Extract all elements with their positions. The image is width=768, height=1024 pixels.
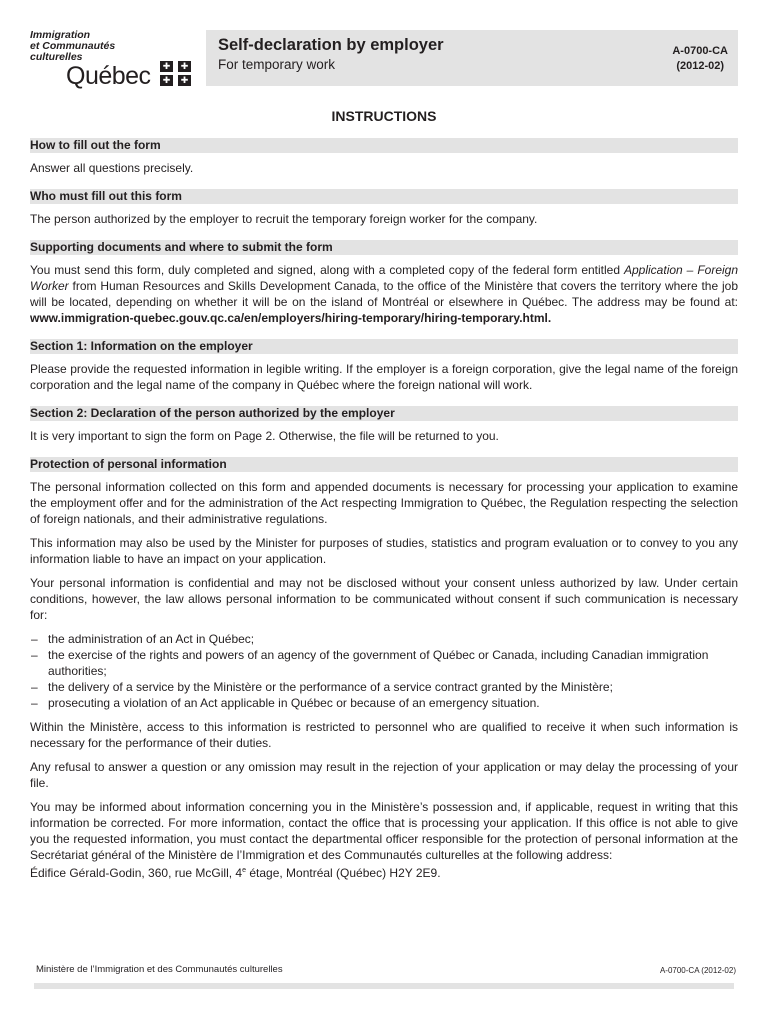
quebec-logo [30, 30, 200, 90]
section-supporting [30, 240, 738, 326]
list-item: – the delivery of a service by the Ministère or the performance of a service contract granted by the Ministère; [30, 679, 738, 695]
section-heading: Who must fill out this form [30, 189, 738, 204]
section-text: It is very important to sign the form on Page 2. Otherwise, the file will be returned to you. [30, 429, 499, 443]
paragraph: You may be informed about information concerning you in the Ministère’s possession and, if applicable, request in writing that this information be corrected. For more information, contact the office that is processing your application. If this office is not able to give you the requested information, you must contact the departmental officer responsible for the protection of personal information at the Secrétariat général of the Ministère de l’Immigration et des Communautés culturelles at the following address: [30, 800, 738, 862]
footer-ministry: Ministère de l’Immigration et des Communautés culturelles [36, 964, 283, 975]
form-subtitle: For temporary work [218, 57, 336, 72]
address: Édifice Gérald-Godin, 360, rue McGill, 4e étage, Montréal (Québec) H2Y 2E9. [30, 866, 441, 880]
section-heading: Supporting documents and where to submit the form [30, 240, 738, 255]
paragraph: Within the Ministère, access to this information is restricted to personnel who are qualified to receive it when such information is necessary for the performance of their duties. [30, 720, 738, 750]
footer-code: A-0700-CA (2012-02) [659, 966, 736, 975]
paragraph: This information may also be used by the Minister for purposes of studies, statistics and program evaluation or to convey to you any information liable to have an impact on your application. [30, 536, 738, 566]
section-privacy [30, 457, 738, 881]
section-how [30, 138, 738, 176]
disclosure-list [30, 631, 738, 711]
section-heading: Section 2: Declaration of the person authorized by the employer [30, 406, 738, 421]
page-title: INSTRUCTIONS [331, 108, 437, 124]
ministry-name: Immigration et Communautés culturelles [30, 29, 116, 63]
section-text: The person authorized by the employer to recruit the temporary foreign worker for the company. [30, 212, 538, 226]
paragraph: The personal information collected on this form and appended documents is necessary for processing your application to examine the employment offer and for the administration of the Act respecting Immigration to Québec, the Regulation respecting the selection of foreign nationals, and their administrative regulations. [30, 480, 738, 526]
fleur-de-lis-icon: ✚ [160, 75, 173, 86]
section-heading: Protection of personal information [30, 457, 738, 472]
fleur-de-lis-icon: ✚ [178, 61, 191, 72]
section-text: You must send this form, duly completed and signed, along with a completed copy of the federal form entitled Application – Foreign Worker from Human Resources and Skills Development Canada, to the office of the Ministère that covers the territory where the job will be located, depending on whether it will be on the island of Montréal or elsewhere in Québec. The address may be found at: www.immigration-quebec.gouv.qc.ca/en/employers/hiring-temporary/hiring-temporary.html. [30, 263, 739, 325]
paragraph: Your personal information is confidential and may not be disclosed without your consent unless authorized by law. Under certain conditions, however, the law allows personal information to be communicated without consent if such communication is necessary for: [30, 576, 738, 622]
form-code: A-0700-CA (2012-02) [672, 45, 728, 72]
section-heading: How to fill out the form [30, 138, 738, 153]
list-item: – the exercise of the rights and powers of an agency of the government of Québec or Canada, including Canadian immigration authorities; [30, 647, 738, 679]
paragraph: Any refusal to answer a question or any omission may result in the rejection of your application or may delay the processing of your file. [30, 760, 738, 790]
form-header [206, 30, 738, 86]
fleur-de-lis-icon: ✚ [160, 61, 173, 72]
section-heading: Section 1: Information on the employer [30, 339, 738, 354]
footer-bar [34, 983, 734, 989]
website-link[interactable]: www.immigration-quebec.gouv.qc.ca/en/employers/hiring-temporary/hiring-temporary.html. [30, 311, 552, 325]
section-2 [30, 406, 738, 444]
quebec-wordmark: Québec [66, 62, 151, 90]
section-text: Please provide the requested information in legible writing. If the employer is a foreign corporation, give the legal name of the foreign corporation and the legal name of the company in Québec where the foreign national will work. [30, 362, 738, 392]
section-1 [30, 339, 738, 393]
list-item: – the administration of an Act in Québec; [30, 631, 738, 647]
instructions-body [30, 138, 738, 881]
form-title: Self-declaration by employer [218, 36, 444, 54]
section-who [30, 189, 738, 227]
section-text: Answer all questions precisely. [30, 161, 194, 175]
fleur-de-lis-icon: ✚ [178, 75, 191, 86]
list-item: – prosecuting a violation of an Act applicable in Québec or because of an emergency situation. [30, 695, 738, 711]
